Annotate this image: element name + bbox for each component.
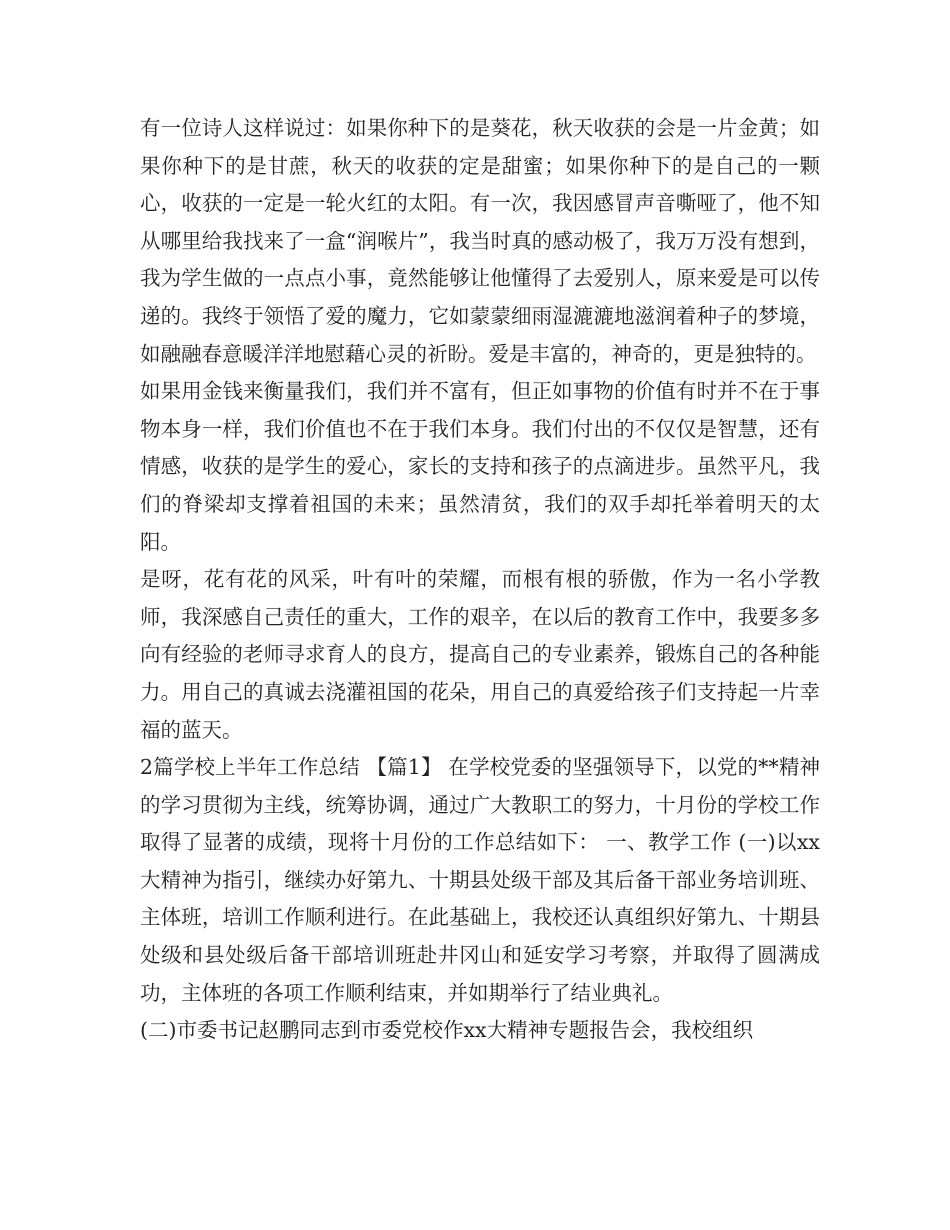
- paragraph-poet-love: 有一位诗人这样说过：如果你种下的是葵花，秋天收获的会是一片金黄；如果你种下的是甘蔗，秋天的收获的定是甜蜜；如果你种下的是自己的一颗心，收获的一定是一轮火红的太阳。有一次，我因感冒声音嘶哑了，他不知从哪里给我找来了一盒“润喉片”，我当时真的感动极了，我万万没有想到，我为学生做的一点点小事，竟然能够让他懂得了去爱别人，原来爱是可以传递的。我终于领悟了爱的魔力，它如蒙蒙细雨湿漉漉地滋润着种子的梦境，如融融春意暖洋洋地慰藉心灵的祈盼。爱是丰富的，神奇的，更是独特的。: [140, 116, 820, 366]
- paragraph-work-summary-section-1: 2篇学校上半年工作总结 【篇1】 在学校党委的坚强领导下，以党的**精神的学习贯彻为主线，统筹协调，通过广大教职工的努力，十月份的学校工作取得了显著的成绩，现将十月份的工作总结如下： 一、教学工作 (一)以xx大精神为指引，继续办好第九、十期县处级干部及其后备干部业务培训班、主体班，培训工作顺利进行。在此基础上，我校还认真组织好第九、十期县处级和县处级后备干部培训班赴井冈山和延安学习考察，并取得了圆满成功，主体班的各项工作顺利结束，并如期举行了结业典礼。: [140, 755, 820, 1005]
- paragraph-teacher-responsibility: 是呀，花有花的风采，叶有叶的荣耀，而根有根的骄傲，作为一名小学教师，我深感自己责任的重大，工作的艰辛，在以后的教育工作中，我要多多向有经验的老师寻求育人的良方，提高自己的专业素养，锻炼自己的各种能力。用自己的真诚去浇灌祖国的花朵，用自己的真爱给孩子们支持起一片幸福的蓝天。: [140, 567, 820, 742]
- document-body: [140, 110, 820, 1050]
- paragraph-value-of-teachers: 如果用金钱来衡量我们，我们并不富有，但正如事物的价值有时并不在于事物本身一样，我们价值也不在于我们本身。我们付出的不仅仅是智慧，还有情感，收获的是学生的爱心，家长的支持和孩子的点滴进步。虽然平凡，我们的脊梁却支撑着祖国的未来；虽然清贫，我们的双手却托举着明天的太阳。: [140, 379, 820, 554]
- paragraph-work-summary-section-2: (二)市委书记赵鹏同志到市委党校作xx大精神专题报告会，我校组织: [140, 1018, 754, 1043]
